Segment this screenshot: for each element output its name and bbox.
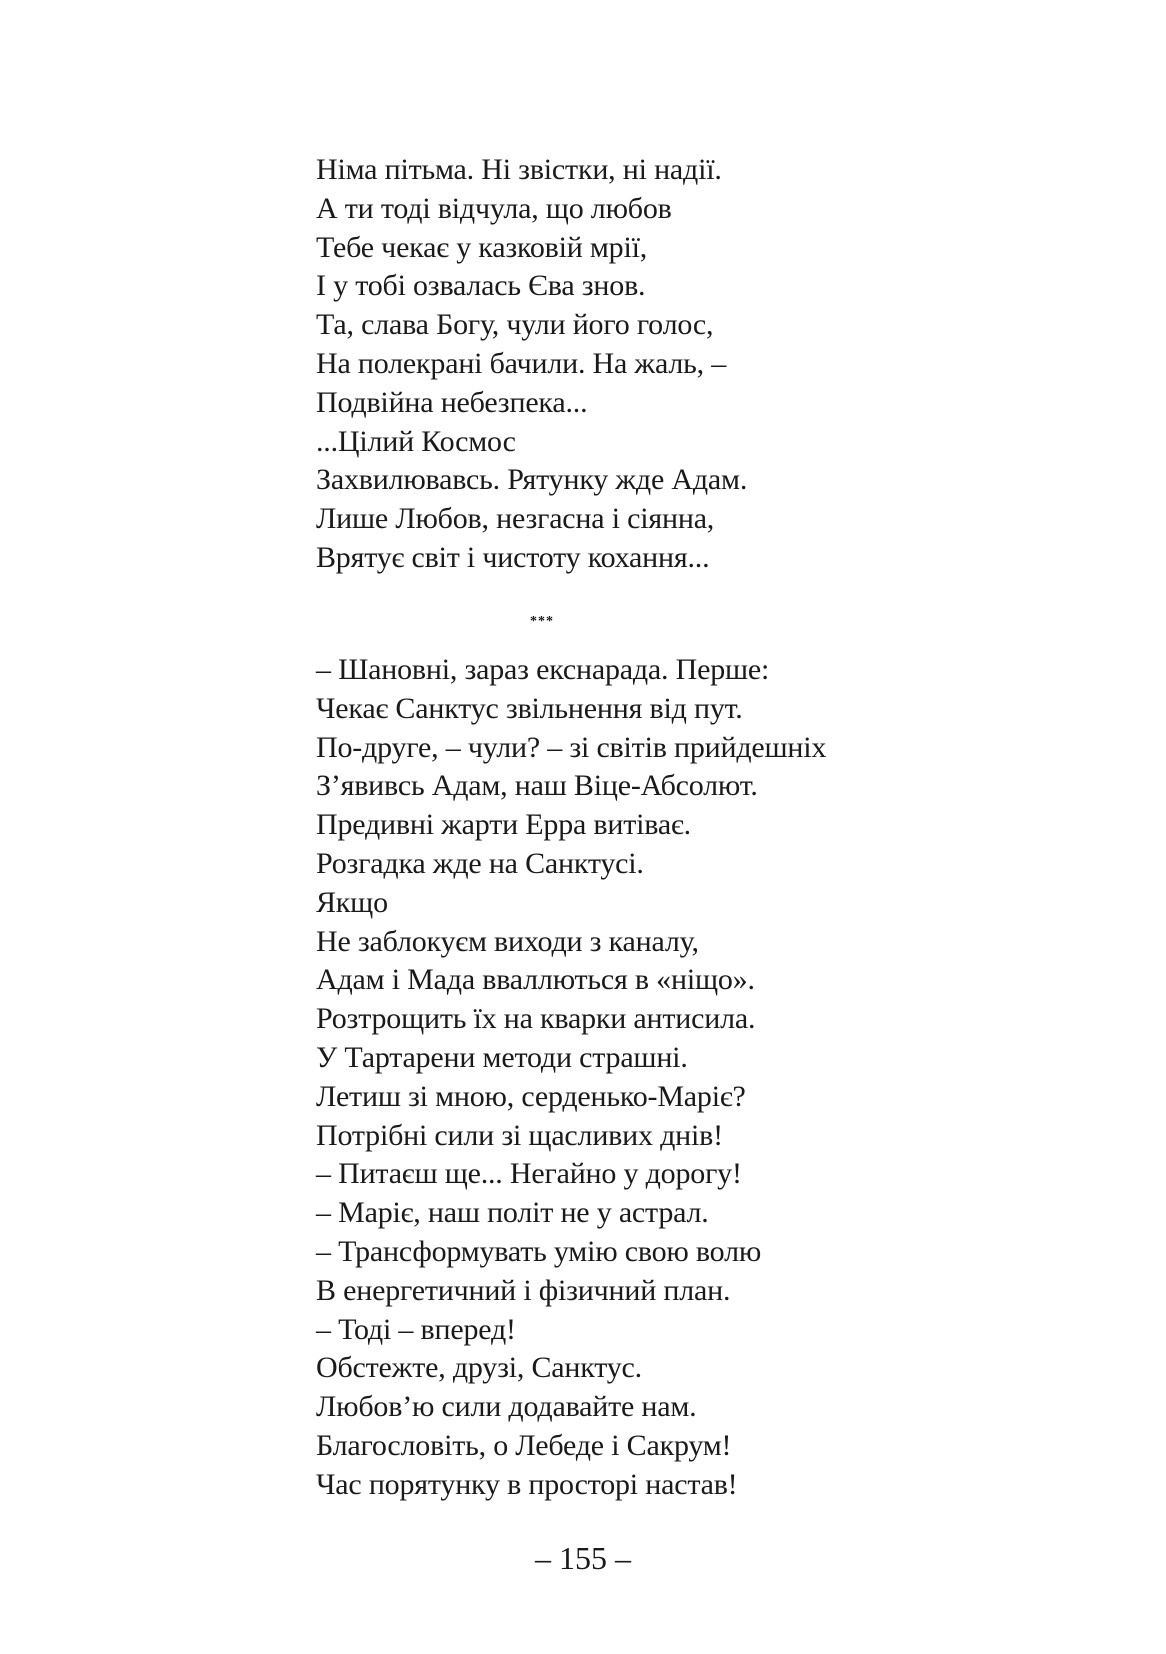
verse-line: На полекрані бачили. На жаль, – bbox=[316, 346, 726, 380]
verse-line: В енергетичний і фізичний план. bbox=[316, 1273, 731, 1307]
verse-line: Та, слава Богу, чули його голос, bbox=[316, 308, 714, 342]
verse-line: Захвилювавсь. Рятунку жде Адам. bbox=[316, 463, 748, 497]
stanza-2 bbox=[316, 651, 826, 1505]
verse-line: Якщо bbox=[316, 885, 388, 919]
verse-line: Розтрощить їх на кварки антисила. bbox=[316, 1002, 756, 1036]
section-separator: *** bbox=[530, 614, 554, 629]
verse-line: З’явивсь Адам, наш Віце-Абсолют. bbox=[316, 769, 758, 803]
verse-line: Чекає Санктус звільнення від пут. bbox=[316, 691, 743, 725]
verse-line: Час порятунку в просторі настав! bbox=[316, 1467, 738, 1501]
verse-line: У Тартарени методи страшні. bbox=[316, 1040, 688, 1074]
verse-line: І у тобі озвалась Єва знов. bbox=[316, 269, 646, 303]
verse-line: Подвійна небезпека... bbox=[316, 385, 588, 419]
verse-line: Тебе чекає у казковій мрії, bbox=[316, 230, 648, 264]
verse-line: – Питаєш ще... Негайно у дорогу! bbox=[316, 1157, 742, 1191]
verse-line: Розгадка жде на Санктусі. bbox=[316, 846, 644, 880]
verse-line: Не заблокуєм виходи з каналу, bbox=[316, 924, 699, 958]
stanza-1 bbox=[316, 151, 747, 578]
verse-line: Німа пітьма. Ні звістки, ні надії. bbox=[316, 153, 722, 186]
verse-line: Благословіть, о Лебеде і Сакрум! bbox=[316, 1428, 732, 1462]
verse-line: Адам і Мада вваллються в «ніщо». bbox=[316, 963, 755, 997]
verse-line: По-друге, – чули? – зі світів прийдешніх bbox=[316, 730, 827, 764]
page-number: – 155 – bbox=[535, 1540, 631, 1576]
verse-line: Предивні жарти Ерра витіває. bbox=[316, 808, 691, 842]
verse-line: ...Цілий Космос bbox=[316, 424, 516, 458]
verse-line: Летиш зі мною, серденько-Маріє? bbox=[316, 1079, 746, 1113]
verse-line: – Тоді – вперед! bbox=[316, 1312, 516, 1346]
verse-line: Врятує світ і чистоту кохання... bbox=[316, 540, 710, 574]
verse-line: – Шановні, зараз екснарада. Перше: bbox=[316, 653, 770, 686]
verse-line: А ти тоді відчула, що любов bbox=[316, 191, 672, 225]
verse-line: – Маріє, наш політ не у астрал. bbox=[316, 1196, 709, 1230]
verse-line: Потрібні сили зі щасливих днів! bbox=[316, 1118, 723, 1152]
verse-line: – Трансформувать умію свою волю bbox=[316, 1234, 762, 1268]
verse-line: Обстежте, друзі, Санктус. bbox=[316, 1351, 642, 1385]
verse-line: Любов’ю сили додавайте нам. bbox=[316, 1390, 697, 1424]
verse-line: Лише Любов, незгасна і сіянна, bbox=[316, 502, 715, 536]
